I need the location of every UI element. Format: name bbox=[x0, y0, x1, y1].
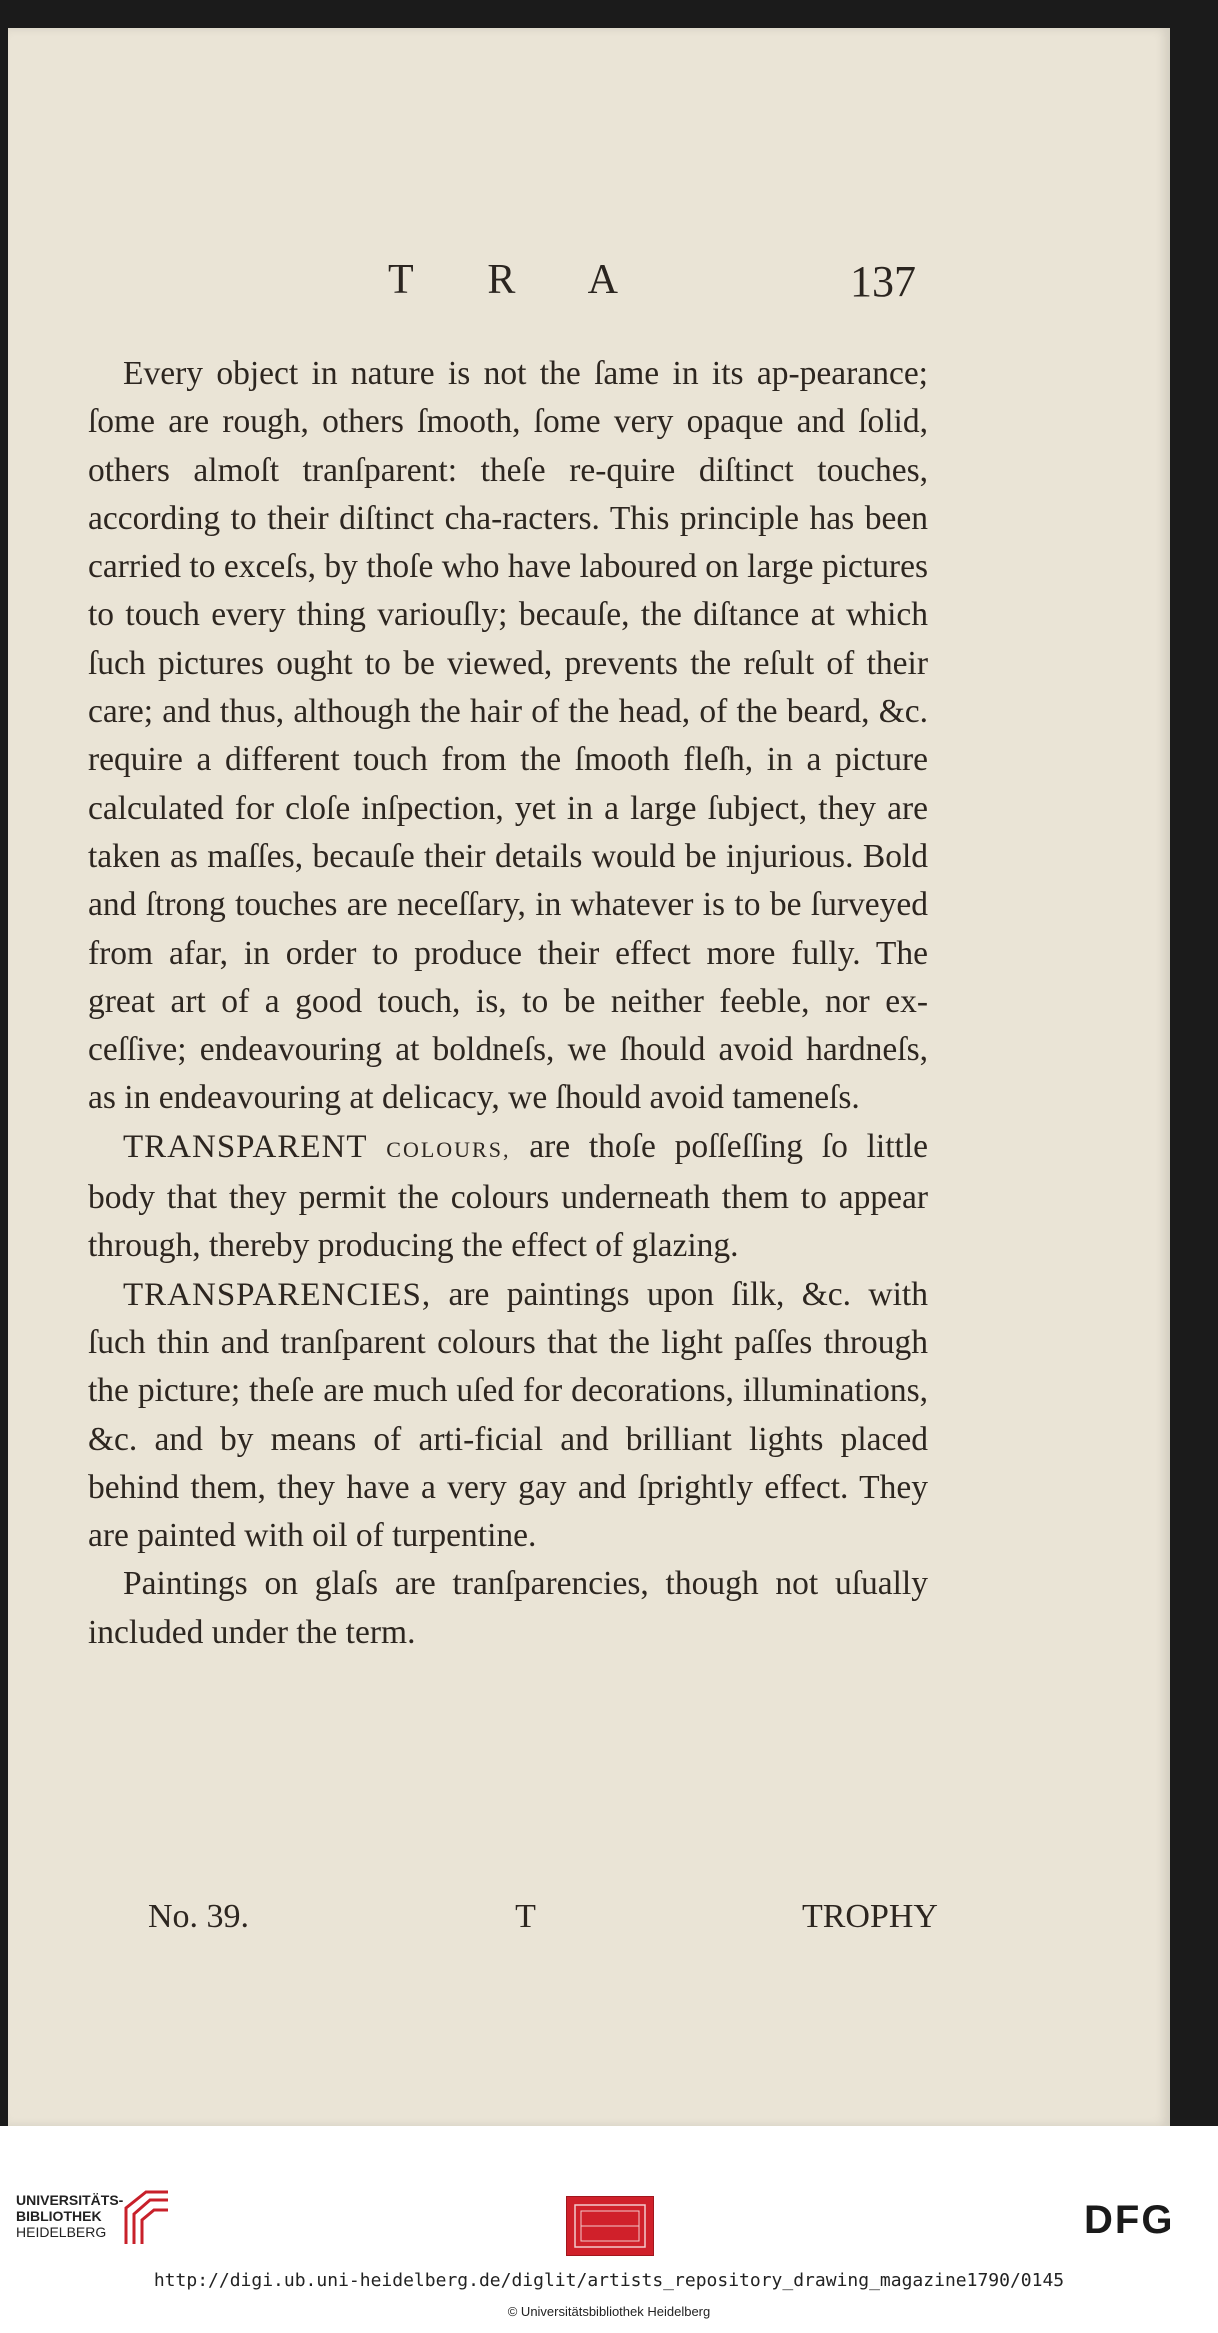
paragraph-glass bbox=[88, 1560, 928, 1657]
footer-bar bbox=[0, 2126, 1218, 2333]
library-name-line: HEIDELBERG bbox=[16, 2224, 107, 2240]
source-url[interactable]: http://digi.ub.uni-heidelberg.de/diglit/artists_repository_drawing_magazine1790/0145 bbox=[153, 2270, 1065, 2291]
issue-number: No. 39. bbox=[148, 1898, 250, 1935]
page-number: 137 bbox=[850, 257, 916, 306]
library-logo-text bbox=[16, 2192, 123, 2240]
catchline bbox=[148, 1898, 938, 1936]
paragraph-text: are paintings upon ſilk, &c. with ſuch thin and tranſparent colours that the light paſſes through the picture; theſe are much uſed for decorations, illuminations, &c. and by means of arti-ficial and brilliant lights placed behind them, they have a very gay and ſprightly effect. They are painted with oil of turpentine. bbox=[88, 1275, 928, 1555]
dfg-logo: DFG bbox=[1084, 2198, 1175, 2242]
badge-pattern-icon bbox=[567, 2197, 653, 2255]
paragraph-text: Paintings on glaſs are tranſparencies, though not uſually included under the term. bbox=[88, 1565, 928, 1651]
entry-term: TRANSPARENCIES, bbox=[123, 1276, 432, 1313]
signature-mark: T bbox=[515, 1898, 536, 1935]
library-logo-icon bbox=[124, 2188, 170, 2246]
page-header bbox=[8, 256, 1170, 316]
entry-term-sub: COLOURS, bbox=[386, 1136, 511, 1162]
paragraph-text: Every object in nature is not the ſame in its ap-pearance; ſome are rough, others ſmooth, ſome very opaque and ſolid, others almoſt tranſparent: theſe re-quire diſtinct touches, according to their diſtinct cha-racters. This principle has been carried to exceſs, by thoſe who have laboured on large pictures to touch every thing variouſly; becauſe, the diſtance at which ſuch pictures ought to be viewed, prevents the reſult of their care; and thus, although the hair of the head, of the beard, &c. require a different touch from the ſmooth fleſh, in a picture calculated for cloſe inſpection, yet in a large ſubject, they are taken as maſſes, becauſe their details would be injurious. Bold and ſtrong touches are neceſſary, in whatever is to be ſurveyed from afar, in order to produce their effect more fully. The great art of a good touch, is, to be neither feeble, nor ex-ceſſive; endeavouring at boldneſs, we ſhould avoid hardneſs, as in endeavouring at delicacy, we ſhould avoid tameneſs. bbox=[88, 355, 928, 1117]
body-text bbox=[88, 350, 928, 1657]
library-name-line: BIBLIOTHEK bbox=[16, 2208, 102, 2224]
catchword: TROPHY bbox=[801, 1898, 938, 1935]
copyright-notice: © Universitätsbibliothek Heidelberg bbox=[507, 2304, 711, 2319]
library-name-line: UNIVERSITÄTS- bbox=[16, 2192, 124, 2208]
entry-term: TRANSPARENT bbox=[123, 1128, 368, 1165]
paragraph-text: are thoſe poſſeſſing ſo little body that they permit the colours underneath them to appear through, thereby producing the effect of glazing. bbox=[88, 1127, 929, 1265]
book-page bbox=[8, 28, 1170, 2126]
paragraph-touch bbox=[88, 350, 928, 1123]
paragraph-transparencies bbox=[88, 1271, 928, 1561]
running-head: T R A bbox=[388, 257, 650, 303]
publication-badge-icon bbox=[566, 2196, 654, 2256]
paragraph-transparent-colours bbox=[88, 1123, 928, 1271]
